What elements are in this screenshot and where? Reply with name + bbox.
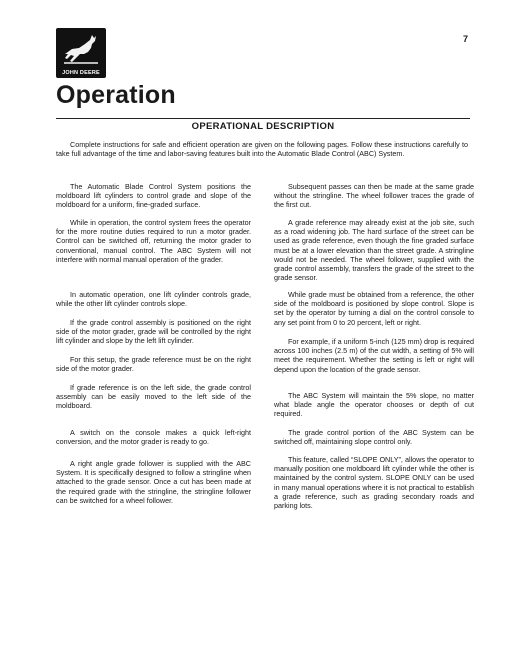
logo-text: JOHN DEERE — [62, 70, 100, 76]
right-paragraph-4: For example, if a uniform 5-inch (125 mm) drop is required across 100 inches (2.5 m) of the cut width, a setting of 5% will meet the requirement. Whether the setting is left or right will depend upon the location of the grade sensor. — [274, 337, 474, 374]
right-paragraph-5: The ABC System will maintain the 5% slope, no matter what blade angle the operator chooses or depth of cut required. — [274, 391, 474, 419]
john-deere-logo — [56, 28, 106, 78]
right-paragraph-3: While grade must be obtained from a reference, the other side of the moldboard is positioned by slope control. Slope is set by the operator by turning a dial on the control console to any set point from 0 to 20 percent, left or right. — [274, 290, 474, 327]
page-title: Operation — [56, 81, 176, 109]
right-paragraph-1: Subsequent passes can then be made at the same grade without the stringline. The wheel follower traces the grade of the first cut. — [274, 182, 474, 210]
title-rule — [56, 118, 470, 119]
left-paragraph-2: While in operation, the control system frees the operator for the more routine duties required to run a motor grader. Control can be switched off, returning the motor grader to conventional, manual control. The ABC System will not interfere with normal manual operation of the grader. — [56, 218, 251, 264]
left-paragraph-3: In automatic operation, one lift cylinder controls grade, while the other lift cylinder controls slope. — [56, 290, 251, 309]
left-paragraph-1: The Automatic Blade Control System positions the moldboard lift cylinders to control grade and slope of the moldboard for a uniform, fine-graded surface. — [56, 182, 251, 210]
left-paragraph-8: A right angle grade follower is supplied with the ABC System. It is specifically designed to follow a stringline when attached to the grade sensor. Once a cut has been made at the required grade with the stringline, the stringline follower can be switched for a wheel follower. — [56, 459, 251, 505]
right-paragraph-6: The grade control portion of the ABC System can be switched off, maintaining slope control only. — [274, 428, 474, 447]
right-paragraph-7: This feature, called “SLOPE ONLY”, allows the operator to manually position one moldboard lift cylinder while the other is maintained by the control system. SLOPE ONLY can be used in many manual operations where it is not practical to establish a grade reference, such as grading secondary roads and parking lots. — [274, 455, 474, 511]
page-number: 7 — [462, 34, 468, 44]
left-paragraph-7: A switch on the console makes a quick left-right conversion, and the motor grader is ready to go. — [56, 428, 251, 447]
left-paragraph-6: If grade reference is on the left side, the grade control assembly can be easily moved to the left side of the moldboard. — [56, 383, 251, 411]
left-paragraph-4: If the grade control assembly is positioned on the right side of the motor grader, grade will be controlled by the right lift cylinder and slope by the left lift cylinder. — [56, 318, 251, 346]
section-heading: OPERATIONAL DESCRIPTION — [191, 121, 335, 132]
intro-paragraph: Complete instructions for safe and efficient operation are given on the following pages. Follow these instructions carefully to take full advantage of the time and labor-saving features built into the Automatic Blade Control (ABC) System. — [56, 140, 468, 159]
leaping-deer-icon — [62, 32, 100, 66]
left-paragraph-5: For this setup, the grade reference must be on the right side of the motor grader. — [56, 355, 251, 374]
right-paragraph-2: A grade reference may already exist at the job site, such as a road widening job. The hard surface of the street can be used as grade reference, even though the fine graded surface must be at a lower elevation than the street grade. A stringline would not be needed. The wheel follower, supplied with the grade control assembly, transfers the grade of the street to the grade sensor. — [274, 218, 474, 283]
